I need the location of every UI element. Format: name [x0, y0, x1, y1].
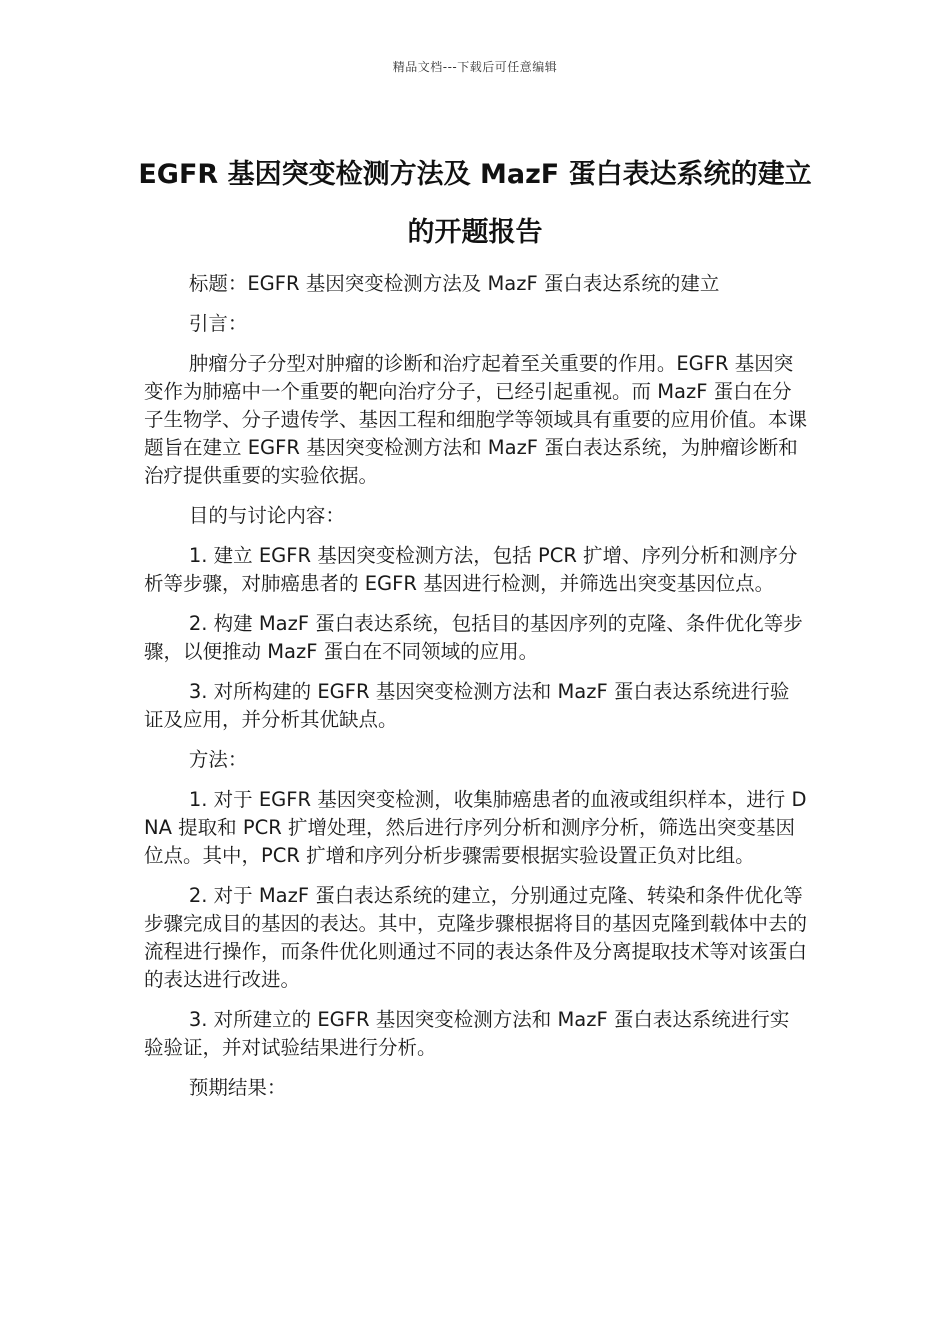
intro-paragraph: 肿瘤分子分型对肿瘤的诊断和治疗起着至关重要的作用。EGFR 基因突变作为肺癌中一个重要的靶向治疗分子，已经引起重视。而 MazF 蛋白在分子生物学、分子遗传学、基因工程和细胞学等领域具有重要的应用价值。本课题旨在建立 EGFR 基因突变检测方法和 MazF 蛋白表达系统，为肿瘤诊断和治疗提供重要的实验依据。 — [144, 352, 808, 487]
intro-heading: 引言： — [188, 312, 248, 335]
document-body — [144, 270, 808, 1114]
goal-item: 2. 构建 MazF 蛋白表达系统，包括目的基因序列的克隆、条件优化等步骤，以便推动 MazF 蛋白在不同领域的应用。 — [144, 612, 803, 663]
method-item: 1. 对于 EGFR 基因突变检测，收集肺癌患者的血液或组织样本，进行 DNA 提取和 PCR 扩增处理，然后进行序列分析和测序分析，筛选出突变基因位点。其中，PCR 扩增和序列分析步骤需要根据实验设置正负对比组。 — [144, 788, 807, 867]
document-title: EGFR 基因突变检测方法及 MazF 蛋白表达系统的建立的开题报告 — [138, 159, 812, 249]
goals-list — [144, 542, 808, 734]
page-header-note: 精品文档---下载后可任意编辑 — [392, 60, 558, 74]
results-heading: 预期结果： — [188, 1076, 287, 1099]
goal-item: 3. 对所构建的 EGFR 基因突变检测方法和 MazF 蛋白表达系统进行验证及应用，并分析其优缺点。 — [144, 680, 790, 731]
method-item: 3. 对所建立的 EGFR 基因突变检测方法和 MazF 蛋白表达系统进行实验验证，并对试验结果进行分析。 — [144, 1008, 790, 1059]
methods-heading: 方法： — [188, 748, 248, 771]
subject-line: 标题：EGFR 基因突变检测方法及 MazF 蛋白表达系统的建立 — [188, 272, 720, 295]
goal-item: 1. 建立 EGFR 基因突变检测方法，包括 PCR 扩增、序列分析和测序分析等步骤，对肺癌患者的 EGFR 基因进行检测，并筛选出突变基因位点。 — [144, 544, 798, 595]
goals-heading: 目的与讨论内容： — [188, 504, 345, 527]
methods-list — [144, 786, 808, 1062]
method-item: 2. 对于 MazF 蛋白表达系统的建立，分别通过克隆、转染和条件优化等步骤完成目的基因的表达。其中，克隆步骤根据将目的基因克隆到载体中去的流程进行操作，而条件优化则通过不同的表达条件及分离提取技术等对该蛋白的表达进行改进。 — [144, 884, 808, 991]
